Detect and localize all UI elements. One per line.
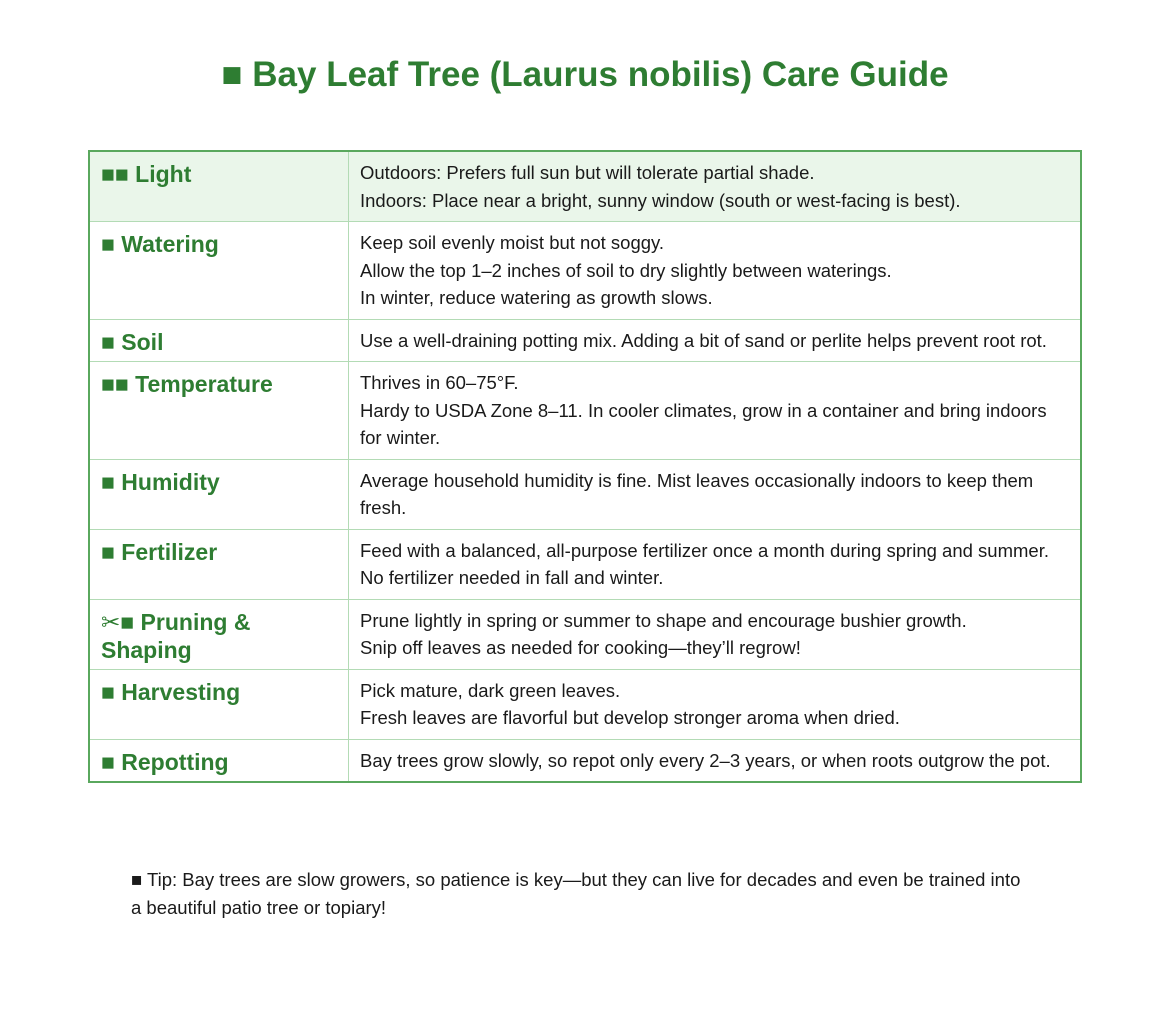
row-label-cell: [89, 222, 349, 320]
row-label-cell: [89, 151, 349, 222]
row-description-cell: [349, 459, 1082, 529]
table-row: [89, 319, 1081, 362]
description-line: Average household humidity is fine. Mist leaves occasionally indoors to keep them fresh.: [360, 469, 1034, 518]
row-description-cell: [349, 529, 1082, 599]
row-label: ■ Humidity: [101, 468, 220, 495]
row-label-cell: [89, 529, 349, 599]
description-line: Pick mature, dark green leaves.: [360, 679, 621, 701]
table-row: [89, 739, 1081, 782]
description-line: Snip off leaves as needed for cooking—they’ll regrow!: [360, 637, 801, 658]
description-line: Bay trees grow slowly, so repot only every 2–3 years, or when roots outgrow the pot.: [360, 749, 1051, 771]
table-row: [89, 669, 1081, 739]
row-label: ■■ Temperature: [101, 371, 273, 397]
row-label-cell: [89, 362, 349, 460]
description-line: Fresh leaves are flavorful but develop stronger aroma when dried.: [360, 707, 900, 728]
page-title: ■ Bay Leaf Tree (Laurus nobilis) Care Guide: [221, 55, 949, 94]
row-label: ■■ Light: [101, 161, 192, 187]
row-description-cell: [349, 362, 1082, 460]
row-label: ■ Soil: [101, 328, 164, 355]
description-line: Hardy to USDA Zone 8–11. In cooler climates, grow in a container and bring indoors for winter.: [360, 399, 1047, 448]
row-label-cell: [89, 599, 349, 669]
care-guide-table: [88, 150, 1082, 783]
description-line: Use a well-draining potting mix. Adding a bit of sand or perlite helps prevent root rot.: [360, 329, 1047, 351]
row-label-cell: [89, 459, 349, 529]
description-line: Outdoors: Prefers full sun but will tolerate partial shade.: [360, 162, 815, 183]
table-row: [89, 459, 1081, 529]
table-row: [89, 599, 1081, 669]
description-line: Prune lightly in spring or summer to shape and encourage bushier growth.: [360, 609, 967, 631]
row-label: ■ Fertilizer: [101, 538, 218, 565]
description-line: Thrives in 60–75°F.: [360, 372, 519, 393]
row-description-cell: [349, 222, 1082, 320]
row-label: ■ Watering: [101, 231, 219, 257]
row-description-cell: [349, 151, 1082, 222]
table-row: [89, 529, 1081, 599]
description-line: Keep soil evenly moist but not soggy.: [360, 232, 665, 253]
row-label: ■ Repotting: [101, 748, 229, 775]
description-line: Allow the top 1–2 inches of soil to dry slightly between waterings.: [360, 259, 892, 281]
row-label-cell: [89, 669, 349, 739]
row-label-cell: [89, 739, 349, 782]
row-description-cell: [349, 599, 1082, 669]
row-label: ■ Harvesting: [101, 678, 241, 705]
table-row: [89, 151, 1081, 222]
row-description-cell: [349, 319, 1082, 362]
description-line: In winter, reduce watering as growth slows.: [360, 287, 713, 308]
row-description-cell: [349, 669, 1082, 739]
table-row: [89, 222, 1081, 320]
row-description-cell: [349, 739, 1082, 782]
table-row: [89, 362, 1081, 460]
description-line: Indoors: Place near a bright, sunny window (south or west-facing is best).: [360, 189, 961, 211]
description-line: No fertilizer needed in fall and winter.: [360, 567, 664, 588]
row-label-cell: [89, 319, 349, 362]
row-label: ✂■ Pruning & Shaping: [101, 608, 251, 663]
tip-note: ■ Tip: Bay trees are slow growers, so patience is key—but they can live for decades and even be trained into a beautiful patio tree or topiary!: [131, 869, 1021, 918]
description-line: Feed with a balanced, all-purpose fertilizer once a month during spring and summer.: [360, 539, 1049, 561]
care-guide-table-body: [89, 151, 1081, 782]
